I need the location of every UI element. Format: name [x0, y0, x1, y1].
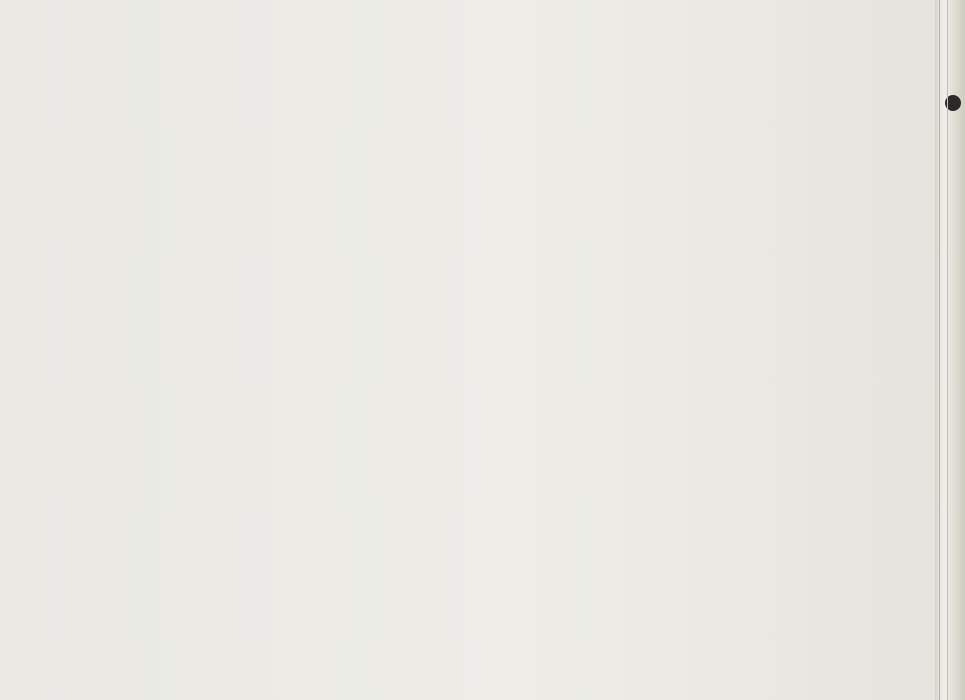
book-spine: [935, 0, 965, 700]
punch-hole: [945, 95, 961, 111]
